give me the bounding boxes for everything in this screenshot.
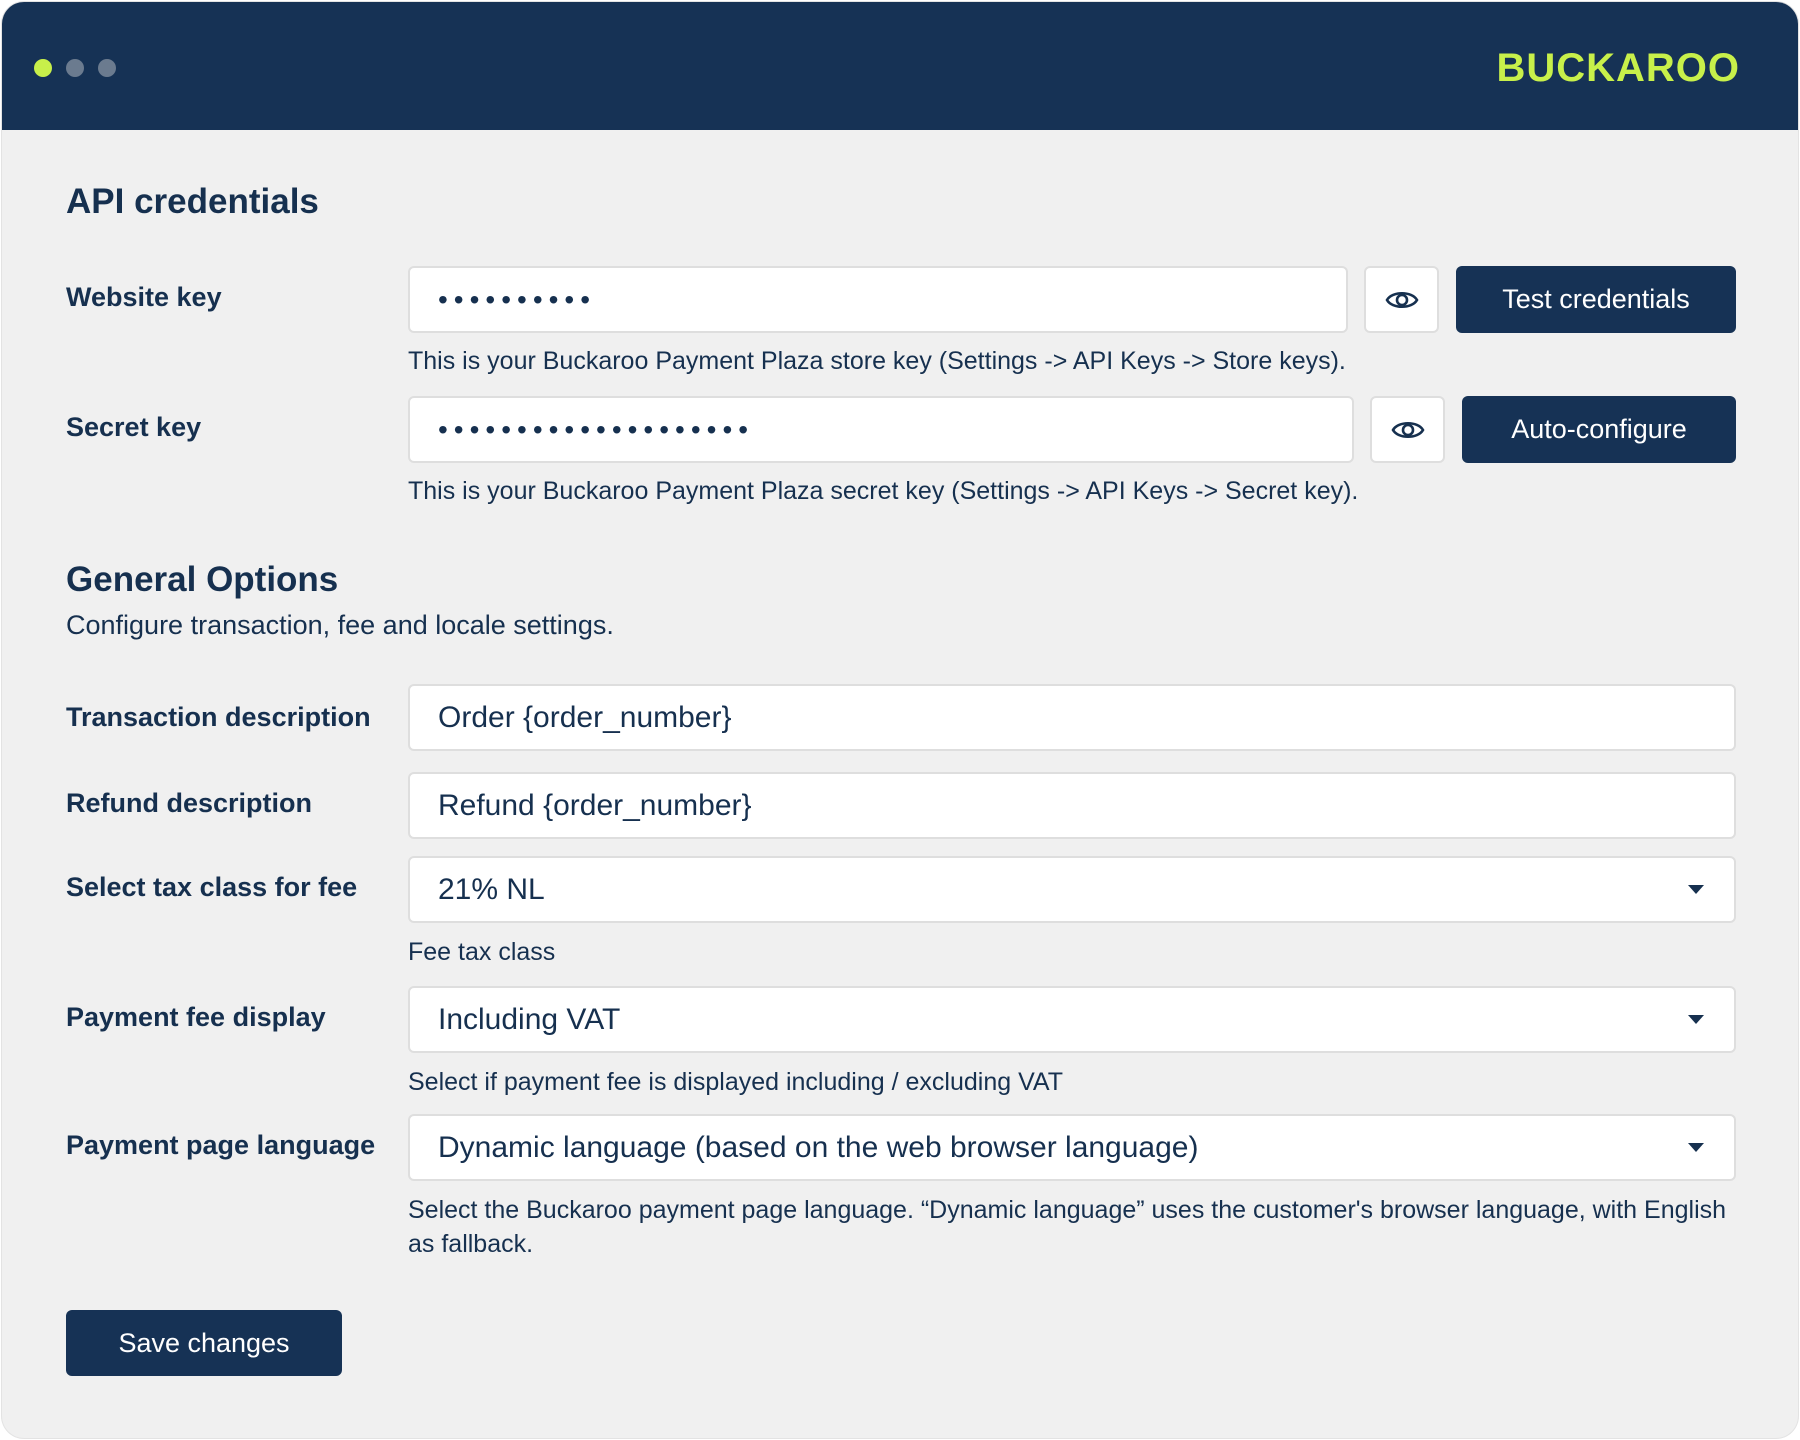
transaction-description-label: Transaction description	[66, 702, 371, 732]
eye-icon	[1385, 288, 1419, 312]
transaction-description-value: Order {order_number}	[438, 700, 732, 734]
refund-description-value: Refund {order_number}	[438, 788, 752, 822]
payment-fee-display-selected: Including VAT	[438, 1002, 621, 1036]
chevron-down-icon	[1688, 1143, 1704, 1152]
secret-key-toggle-visibility-button[interactable]	[1370, 396, 1445, 463]
refund-description-input[interactable]	[408, 772, 1736, 839]
buckaroo-logo: BUCKAROO	[1496, 46, 1740, 90]
window-dot-3[interactable]	[98, 59, 116, 77]
payment-page-language-label: Payment page language	[66, 1130, 376, 1160]
refund-description-label: Refund description	[66, 788, 313, 818]
title-bar	[2, 2, 1798, 130]
secret-key-value: ••••••••••••••••••••	[438, 413, 755, 445]
eye-icon	[1391, 418, 1425, 442]
api-credentials-title: API credentials	[66, 182, 319, 221]
payment-fee-display-label: Payment fee display	[66, 1002, 326, 1032]
settings-content	[2, 130, 1798, 1438]
tax-class-selected: 21% NL	[438, 872, 545, 906]
chevron-down-icon	[1688, 885, 1704, 894]
secret-key-input[interactable]	[408, 396, 1354, 463]
secret-key-help: This is your Buckaroo Payment Plaza secret key (Settings -> API Keys -> Secret key).	[408, 477, 1359, 505]
payment-page-language-selected: Dynamic language (based on the web browser language)	[438, 1130, 1199, 1164]
payment-fee-display-help: Select if payment fee is displayed including / excluding VAT	[408, 1068, 1063, 1096]
tax-class-label: Select tax class for fee	[66, 872, 358, 902]
tax-class-select[interactable]	[408, 856, 1736, 923]
auto-configure-button[interactable]: Auto-configure	[1462, 396, 1736, 463]
website-key-toggle-visibility-button[interactable]	[1364, 266, 1439, 333]
chevron-down-icon	[1688, 1015, 1704, 1024]
payment-page-language-help: Select the Buckaroo payment page language. “Dynamic language” uses the customer's browser language, with English as fallback.	[408, 1196, 1727, 1258]
test-credentials-button[interactable]: Test credentials	[1456, 266, 1736, 333]
general-options-subtitle: Configure transaction, fee and locale settings.	[66, 610, 614, 640]
website-key-label: Website key	[66, 282, 222, 312]
window-dot-2[interactable]	[66, 59, 84, 77]
payment-page-language-select[interactable]	[408, 1114, 1736, 1181]
secret-key-label: Secret key	[66, 412, 202, 442]
website-key-help: This is your Buckaroo Payment Plaza store key (Settings -> API Keys -> Store keys).	[408, 347, 1346, 375]
save-changes-button[interactable]: Save changes	[66, 1310, 342, 1376]
general-options-title: General Options	[66, 560, 339, 599]
settings-window	[2, 2, 1798, 1438]
website-key-input[interactable]	[408, 266, 1348, 333]
tax-class-help: Fee tax class	[408, 938, 556, 966]
website-key-value: ••••••••••	[438, 283, 597, 315]
payment-fee-display-select[interactable]	[408, 986, 1736, 1053]
window-dot-1[interactable]	[34, 59, 52, 77]
transaction-description-input[interactable]	[408, 684, 1736, 751]
